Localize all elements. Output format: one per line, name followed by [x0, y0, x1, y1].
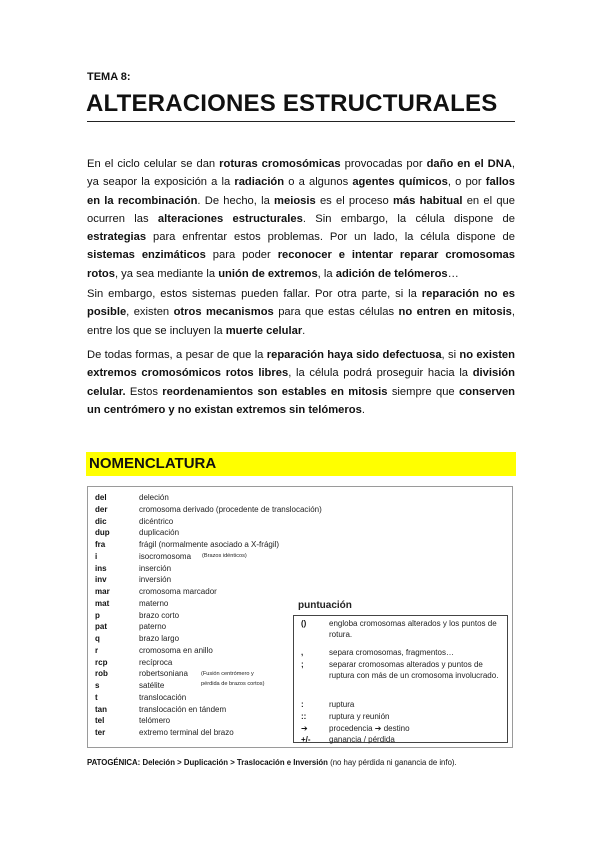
abbreviation-code: r — [95, 645, 99, 655]
bold-text: reparación no es posible — [87, 288, 515, 319]
punctuation-description: separar cromosomas alterados y puntos de ruptura con más de un cromosoma involucrado. — [329, 660, 499, 680]
abbreviation-description: cromosoma marcador — [139, 587, 217, 596]
text-run: . Sin embargo, la célula dispone de — [302, 212, 515, 225]
abbreviation-code: t — [95, 692, 98, 702]
text-run: es el proceso — [315, 194, 393, 207]
abbreviation-code: fra — [95, 540, 106, 549]
abbreviation-description: materno — [139, 598, 169, 608]
abbreviation-code: rcp — [95, 657, 108, 667]
abbreviation-description: deleción — [139, 493, 169, 502]
text-run: Estos — [125, 385, 163, 398]
nomenclature-figure — [87, 486, 513, 748]
pathogenicity-footnote — [87, 758, 457, 767]
abbreviation-description: duplicación — [139, 528, 180, 538]
abbreviation-description: inserción — [139, 563, 172, 573]
bold-text: sistemas enzimáticos — [87, 249, 206, 262]
bold-text: conserven un centrómero y no existan extremos sin telómeros — [87, 385, 515, 416]
abbreviation-description: paterno — [139, 622, 167, 632]
abbreviation-code: q — [95, 634, 100, 643]
text-run: para poder — [205, 249, 278, 262]
abbreviation-description: recíproca — [139, 657, 173, 667]
abbreviation-code: p — [95, 610, 100, 620]
punctuation-symbol: ; — [301, 660, 304, 669]
punctuation-symbol: +/- — [301, 735, 311, 744]
abbreviation-description: cromosoma en anillo — [139, 645, 213, 655]
bold-text: meiosis — [274, 194, 316, 207]
abbreviation-code: dup — [95, 528, 110, 538]
abbreviation-code: mar — [95, 587, 110, 596]
nomenclatura-heading: NOMENCLATURA — [89, 455, 217, 472]
abbreviation-description: extremo terminal del brazo — [139, 728, 234, 737]
text-run: provocadas por — [340, 158, 427, 170]
text-run: , o por — [447, 176, 486, 189]
text-run: , ya seapor la exposición a la — [87, 158, 516, 189]
isochromosome-note: (Brazos idénticos) — [202, 553, 247, 559]
abbreviation-description: inversión — [139, 575, 172, 585]
bold-text: no entren en mitosis — [398, 306, 512, 319]
robertsonian-note-line2: pérdida de brazos cortos) — [201, 681, 265, 687]
abbreviation-code: tel — [95, 716, 105, 726]
footnote-order: Deleción > Duplicación > Traslocación e Inversión — [142, 758, 328, 767]
text-run: , la — [317, 267, 336, 280]
punctuation-description: engloba cromosomas alterados y los puntos de rotura. — [329, 619, 497, 639]
abbreviation-code: i — [95, 551, 98, 561]
text-run: … — [447, 267, 459, 280]
bold-text: no existen extremos cromosómicos rotos libres — [87, 349, 515, 380]
paragraph-1 — [87, 155, 515, 283]
text-run: para que estas células — [273, 306, 399, 319]
punctuation-symbol: () — [301, 619, 307, 628]
puntuacion-box — [293, 615, 508, 743]
text-run: . — [361, 403, 365, 416]
punctuation-symbol: : — [301, 700, 304, 709]
bold-text: roturas cromosómicas — [219, 158, 341, 170]
abbreviation-description: robertsoniana — [139, 669, 188, 679]
text-run: , la célula podrá proseguir hacia la — [288, 367, 473, 380]
punctuation-symbol: :: — [301, 712, 307, 721]
bold-text: división celular. — [87, 367, 515, 398]
page-title: ALTERACIONES ESTRUCTURALES — [86, 90, 498, 117]
text-run: , si — [441, 349, 460, 361]
abbreviation-code: dic — [95, 516, 107, 526]
abbreviation-description: translocación — [139, 692, 187, 702]
abbreviation-code: pat — [95, 622, 107, 632]
abbreviation-description: isocromosoma — [139, 551, 192, 561]
bold-text: adición de telómeros — [335, 267, 448, 280]
text-run: siempre que — [387, 385, 460, 398]
abbreviation-description: telómero — [139, 716, 171, 726]
topic-number: TEMA 8: — [87, 71, 131, 83]
title-underline — [87, 121, 515, 122]
abbreviation-code: ter — [95, 728, 106, 737]
abbreviation-code: tan — [95, 704, 107, 714]
text-run: para enfrentar estos problemas. Por un lado, la célula dispone de — [146, 231, 515, 244]
abbreviation-description: satélite — [139, 681, 165, 690]
text-run: en el que ocurren las — [87, 194, 515, 225]
bold-text: alteraciones estructurales — [157, 212, 303, 225]
abbreviation-code: ins — [95, 563, 107, 573]
abbreviation-description: brazo corto — [139, 610, 180, 620]
text-run: . — [302, 324, 306, 337]
abbreviation-code: mat — [95, 598, 110, 608]
bold-text: reparación haya sido defectuosa — [266, 349, 442, 361]
text-run: En el ciclo celular se dan — [87, 158, 220, 170]
bold-text: radiación — [234, 176, 285, 189]
abbreviation-code: rob — [95, 669, 108, 679]
text-run: Sin embargo, estos sistemas pueden fallar. Por otra parte, si la — [87, 288, 422, 300]
punctuation-symbol: , — [301, 648, 304, 657]
punctuation-description: ganancia / pérdida — [329, 735, 395, 744]
text-run: , entre los que se incluyen la — [87, 306, 516, 337]
bold-text: reconocer e intentar reparar cromosomas rotos — [87, 249, 515, 280]
bold-text: estrategias — [87, 231, 147, 244]
abbreviation-description: cromosoma derivado (procedente de translocación) — [139, 504, 322, 514]
paragraph-3 — [87, 346, 515, 419]
punctuation-description: ruptura y reunión — [329, 712, 390, 721]
punctuation-symbol: ➔ — [301, 724, 308, 733]
paragraph-2 — [87, 285, 515, 340]
bold-text: reordenamientos son estables en mitosis — [162, 385, 388, 398]
bold-text: muerte celular — [225, 324, 303, 337]
robertsonian-note-line1: (Fusión centrómero y — [201, 671, 254, 677]
bold-text: otros mecanismos — [173, 306, 274, 319]
abbreviation-description: translocación en tándem — [139, 704, 227, 714]
abbreviation-code: del — [95, 493, 107, 502]
bold-text: agentes químicos — [352, 176, 448, 189]
abbreviation-description: dicéntrico — [139, 516, 174, 526]
abbreviation-code: s — [95, 681, 100, 690]
punctuation-description: separa cromosomas, fragmentos… — [329, 648, 454, 657]
bold-text: daño en el DNA — [426, 158, 512, 170]
punctuation-description: ruptura — [329, 700, 355, 709]
abbreviation-code: inv — [95, 575, 107, 585]
bold-text: más habitual — [392, 194, 463, 207]
text-run: , ya sea mediante la — [114, 267, 219, 280]
punctuation-description: procedencia ➔ destino — [329, 724, 410, 733]
bold-text: unión de extremos — [218, 267, 318, 280]
abbreviation-code: der — [95, 504, 108, 514]
abbreviation-description: frágil (normalmente asociado a X-frágil) — [139, 540, 280, 549]
bold-text: fallos en la recombinación — [87, 176, 515, 207]
puntuacion-title: puntuación — [298, 600, 352, 611]
footnote-label: PATOGÉNICA: — [87, 758, 141, 767]
text-run: . De hecho, la — [197, 194, 275, 207]
abbreviation-description: brazo largo — [139, 634, 180, 643]
text-run: De todas formas, a pesar de que la — [87, 349, 267, 361]
text-run: , existen — [126, 306, 174, 319]
footnote-note: (no hay pérdida ni ganancia de info). — [330, 758, 457, 767]
text-run: o a algunos — [284, 176, 353, 189]
nomenclatura-heading-bar — [86, 452, 516, 476]
